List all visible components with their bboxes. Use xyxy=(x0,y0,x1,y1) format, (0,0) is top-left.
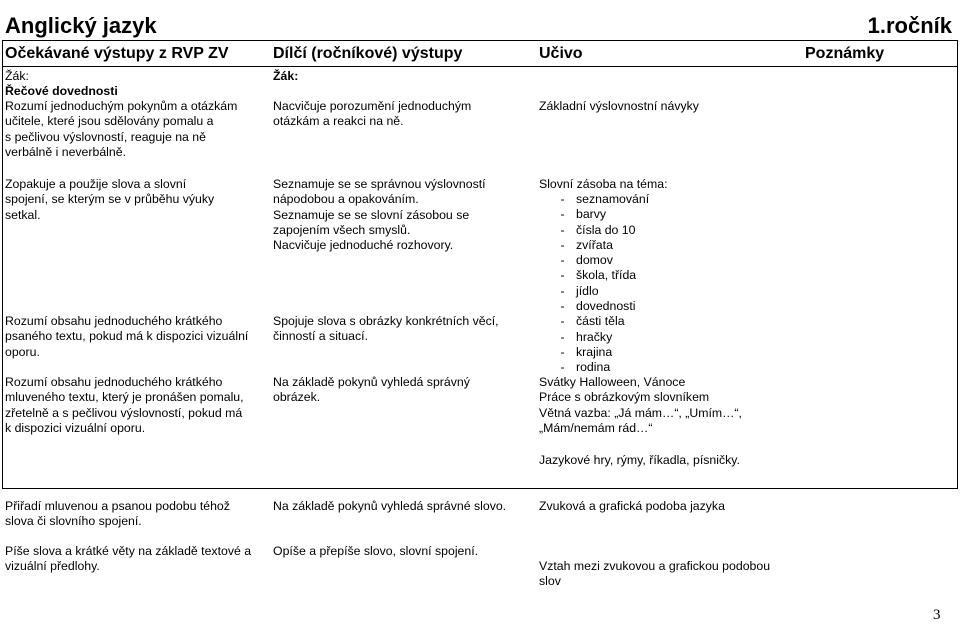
partial-find-picture: Na základě pokynů vyhledá správný obrázek. xyxy=(273,375,470,405)
header-bottom-border xyxy=(2,66,958,67)
list-item: - domov xyxy=(560,253,613,268)
grade-title: 1.ročník xyxy=(867,13,952,38)
list-item: - jídlo xyxy=(560,283,599,298)
list-item: - části těla xyxy=(560,314,625,329)
list-item: - zvířata xyxy=(560,237,613,252)
section-divider xyxy=(2,488,958,489)
pupil-label-col2: Žák: xyxy=(273,69,299,83)
curriculum-relation: Vztah mezi zvukovou a grafickou podobou slov xyxy=(539,559,771,589)
list-item: - hračky xyxy=(560,329,613,344)
vocabulary-topic-heading: Slovní zásoba na téma: xyxy=(539,177,668,191)
pupil-label-col1: Žák: xyxy=(5,69,29,83)
page-number: 3 xyxy=(933,607,941,623)
list-item: - škola, třída xyxy=(560,268,637,283)
column-header-expected: Očekávané výstupy z RVP ZV xyxy=(5,45,229,62)
list-item: - krajina xyxy=(560,344,613,359)
curriculum-games: Jazykové hry, rýmy, říkadla, písničky. xyxy=(539,453,740,467)
list-item: - čísla do 10 xyxy=(560,222,636,237)
table-left-border xyxy=(2,40,3,488)
vocabulary-topic-list xyxy=(549,192,649,376)
outcome-written-text: Rozumí obsahu jednoduchého krátkého psaného textu, pokud má k dispozici vizuální oporu. xyxy=(5,314,249,359)
partial-vocabulary: Seznamuje se se správnou výslovností nápodobou a opakováním. Seznamuje se se slovní zásobou se zapojením všech smyslů. Nacvičuje jednoduché rozhovory. xyxy=(273,177,486,253)
partial-match-pictures: Spojuje slova s obrázky konkrétních věcí, činností a situací. xyxy=(273,314,499,344)
outcome-instructions: Rozumí jednoduchým pokynům a otázkám učitele, které jsou sdělovány pomalu a s pečlivou výslovností, reaguje na ně verbálně i neverbálně. xyxy=(5,99,238,159)
partial-find-word: Na základě pokynů vyhledá správné slovo. xyxy=(273,499,507,513)
outcome-write-words: Píše slova a krátké věty na základě textové a vizuální předlohy. xyxy=(5,544,252,574)
curriculum-sound-graphic: Zvuková a grafická podoba jazyka xyxy=(539,499,725,513)
list-item: - seznamování xyxy=(560,192,650,206)
skills-heading: Řečové dovednosti xyxy=(5,84,118,98)
subject-title: Anglický jazyk xyxy=(5,13,157,38)
partial-copy-words: Opíše a přepíše slovo, slovní spojení. xyxy=(273,544,479,558)
column-header-partial: Dílčí (ročníkové) výstupy xyxy=(273,45,463,62)
outcome-repeat-words: Zopakuje a použije slova a slovní spojení, se kterým se v průběhu výuky setkal. xyxy=(5,177,215,222)
table-top-border xyxy=(2,40,958,41)
curriculum-pronunciation: Základní výslovnostní návyky xyxy=(539,99,699,113)
column-header-notes: Poznámky xyxy=(805,45,885,62)
outcome-match-forms: Přiřadí mluvenou a psanou podobu téhož slova či slovního spojení. xyxy=(5,499,230,529)
partial-instructions: Nacvičuje porozumění jednoduchým otázkám a reakci na ně. xyxy=(273,99,472,129)
list-item: - barvy xyxy=(560,207,607,222)
curriculum-holidays: Svátky Halloween, Vánoce Práce s obrázkovým slovníkem Větná vazba: „Já mám…“, „Umím…“, „Mám/nemám rád…“ xyxy=(539,375,742,435)
column-header-curriculum: Učivo xyxy=(539,45,583,62)
table-right-border xyxy=(957,40,958,488)
outcome-spoken-text: Rozumí obsahu jednoduchého krátkého mluveného textu, který je pronášen pomalu, zřetelně a s pečlivou výslovností, pokud má k dispozici vizuální oporu. xyxy=(5,375,244,435)
list-item: - dovednosti xyxy=(560,299,636,314)
list-item: - rodina xyxy=(560,360,611,375)
